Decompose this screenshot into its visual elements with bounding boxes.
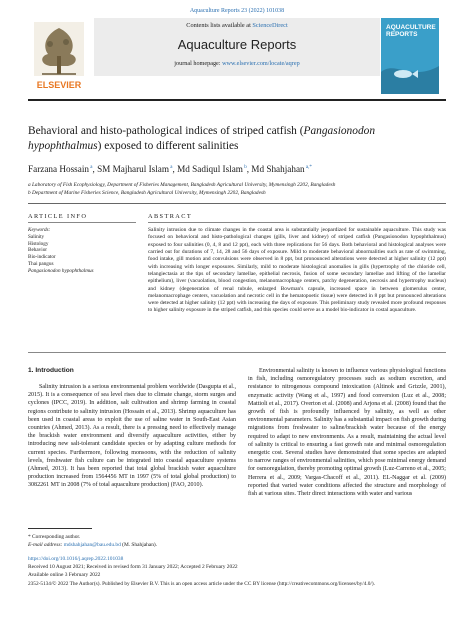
authors-line [28, 164, 446, 174]
keyword-item: Pangasionodon hypophthalmus [28, 267, 94, 274]
author-1[interactable]: Farzana Hossain [28, 164, 89, 174]
article-title [28, 124, 446, 154]
abstract-bottom-rule [28, 352, 446, 353]
contents-prefix: Contents lists available at [186, 22, 253, 29]
homepage-line [94, 60, 380, 67]
author-4[interactable]: , Md Shahjahan [246, 164, 305, 174]
affiliation-b: b Department of Marine Fisheries Science, Bangladesh Agricultural University, Mymensingh 2202, Bangladesh [28, 190, 266, 196]
elsevier-logo [28, 20, 90, 94]
author-3-aff[interactable]: b [242, 164, 247, 170]
author-4-aff[interactable]: a,* [304, 164, 312, 170]
email-label: E-mail address: [28, 542, 64, 548]
header-rule [28, 99, 446, 101]
title-rule [28, 203, 446, 204]
title-part-1: Behavioral and histo-pathological indices of striped catfish ( [28, 125, 304, 137]
footnote-rule [28, 528, 92, 529]
keywords-block [28, 227, 138, 275]
body-column-right [248, 367, 446, 498]
sciencedirect-link[interactable]: ScienceDirect [252, 22, 288, 29]
keyword-item: Bio-indicator [28, 254, 56, 261]
author-2[interactable]: , SM Majharul Islam [92, 164, 170, 174]
keyword-item: Behavior [28, 247, 48, 254]
author-2-aff[interactable]: a [169, 164, 173, 170]
intro-paragraph: Environmental salinity is known to influence various physiological functions in fish, including osmoregulatory processes such as sodium excretion, and resistance to nitrogenous compound intoxication (Altinok and Grizzle, 2001), enzymatic activity (Wang et al., 1997) and food conversion (Luz et al., 2008; Mattioli et al., 2017). Overton et al. (2008) and Arjona et al. (2008) found that the growth of fish is profoundly influenced by salinity, as well as other environmental parameters. Salinity has a substantial impact on fish growth during migrations from freshwater to saline/brackish water because of the energy required to adapt to new environments. As a result, maintaining the actual level of salinity is critical to ensuring a fast growth rate and minimal osmoregulation energetic cost. Several studies have demonstrated that some species are adapted to narrow ranges of environmental salinities, which pose minimal energy demand for osmoregulation, thereby promoting optimal growth (Luz-Carreno et al., 2005; Herrera et al., 2009; Vargas-Chacoff et al., 2011). EL-Naggar et al. (2009) reported that varied water conditions affected the structure and morphology of fish at various sites. Their direct interactions with water and various [248, 368, 446, 498]
keyword-item: Salinity [28, 233, 45, 240]
corresponding-author-note: * Corresponding author. [28, 534, 81, 540]
homepage-prefix: journal homepage: [174, 60, 223, 67]
homepage-link[interactable]: www.elsevier.com/locate/aqrep [222, 60, 300, 67]
received-dates: Received 10 August 2021; Received in revised form 31 January 2022; Accepted 2 February 2022 [28, 564, 238, 570]
abstract-text: Salinity intrusion due to climate changes in the coastal area is substantially jeopardized for sustainable aquaculture. This study was focused on behavioral and histo-pathological changes (gills, liver and kidney) of striped catfish (Pangasionodon hypophthalmus) exposed to four salinities (0, 4, 8 and 12 ppt), each with three replications for 56 days. Both behavioral and histological analyses were carried out for durations of 7, 14, 28 and 56 days of exposure. Mild to moderate behavioral abnormalities such as rate of swimming, food intake, gill motion and convulsions were observed in 8 ppt, but pronounced alterations were detected at higher salinity (12 ppt) with increasing with longer exposures. Similarly, mild to moderate histological anomalies in gills (hypertrophy of the chloride cell, telangiectasia at the tips of secondary lamellae, epithelial necrosis, fusion of some secondary lamellae and lifting of the lamellar epithelium), liver (vacuolation, blood congestion, melanomacrophage centers, patchy degeneration, necrosis and hypertrophy nucleus) and kidney (degeneration of renal tubule, enlarged Bowman's capsule, increased space in between glomerulus center, melanomacrophage centers, vacuolation and necrotic cell in the hematopoetic tissue) were detected in 8 ppt but pronounced alterations were detected at higher salinity (12 ppt) with increasing the days of exposure. This preliminary study revealed more profound responses to higher salinity exposure in the striped catfish, and this species could serve as a model bio-indicator in costal aquaculture. [148, 227, 446, 314]
journal-title: Aquaculture Reports [177, 37, 297, 52]
elsevier-wordmark: ELSEVIER [36, 80, 82, 90]
keyword-item: Histology [28, 240, 49, 247]
author-1-aff[interactable]: a [88, 164, 93, 170]
cover-title: AQUACULTURE REPORTS [386, 24, 436, 38]
affiliation-a: a Laboratory of Fish Ecophysiology, Department of Fisheries Management, Bangladesh Agricultural University, Mymensingh 2202, Bangladesh [28, 182, 336, 188]
journal-header-box [94, 18, 380, 76]
doi-link[interactable]: https://doi.org/10.1016/j.aqrep.2022.101038 [28, 556, 124, 562]
keywords-label: Keywords: [28, 227, 51, 233]
email-note [28, 542, 157, 548]
contents-line [94, 22, 380, 29]
author-3[interactable]: , Md Sadiqul Islam [172, 164, 243, 174]
article-info-heading: ARTICLE INFO [28, 213, 88, 220]
email-owner: (M. Shahjahan). [120, 542, 158, 548]
keyword-item: Thai pangus [28, 260, 54, 267]
available-online: Available online 3 February 2022 [28, 572, 101, 578]
intro-paragraph: Salinity intrusion is a serious environmental problem worldwide (Dasgupta et al., 2015). It is a consequence of sea level rises due to climate change, storm surges and cyclones (IPCC, 2019). In addition, salt cultivation and shrimp farming in coastal regions contribute to salinity intrusion (Hossain et al., 2013). Shrimp aquaculture has been used in coastal areas to exploit the use of saline water in South-East Asian countries (Ahmed, 2013). As a result, there is a pressing need to effectively manage the brackish water environment and diversify aquaculture activities, either by introducing new salt-tolerant candidate species or by adapting culture methods for current species. Furthermore, following monsoons, with the reduction of salinity levels, freshwater fish culture can be integrated into coastal aquaculture systems (Ahmed, 2013). It has been reported that total global brackish water aquaculture production increased from 1564456 MT in 1997 (5% of total global production) to 3082261 MT in 2008 (7% of total aquaculture production) (FAO, 2010). [28, 384, 236, 489]
journal-reference[interactable]: Aquaculture Reports 23 (2022) 101038 [189, 8, 285, 14]
journal-cover-thumbnail [381, 18, 439, 94]
title-part-2: ) exposed to different salinities [97, 140, 239, 152]
introduction-heading: 1. Introduction [28, 367, 74, 374]
license-line[interactable]: 2352-5134/© 2022 The Author(s). Published by Elsevier B.V. This is an open access article under the CC BY license (http://creativecommons.org/licenses/by/4.0/). [28, 581, 375, 587]
title-species: Pangasionodon hypophthalmus [28, 125, 376, 152]
email-link[interactable]: mdshahjahan@bau.edu.bd [63, 542, 121, 548]
abstract-heading: ABSTRACT [148, 213, 193, 220]
body-column-left [28, 383, 236, 490]
abstract-rule [148, 222, 446, 223]
article-info-rule [28, 222, 136, 223]
